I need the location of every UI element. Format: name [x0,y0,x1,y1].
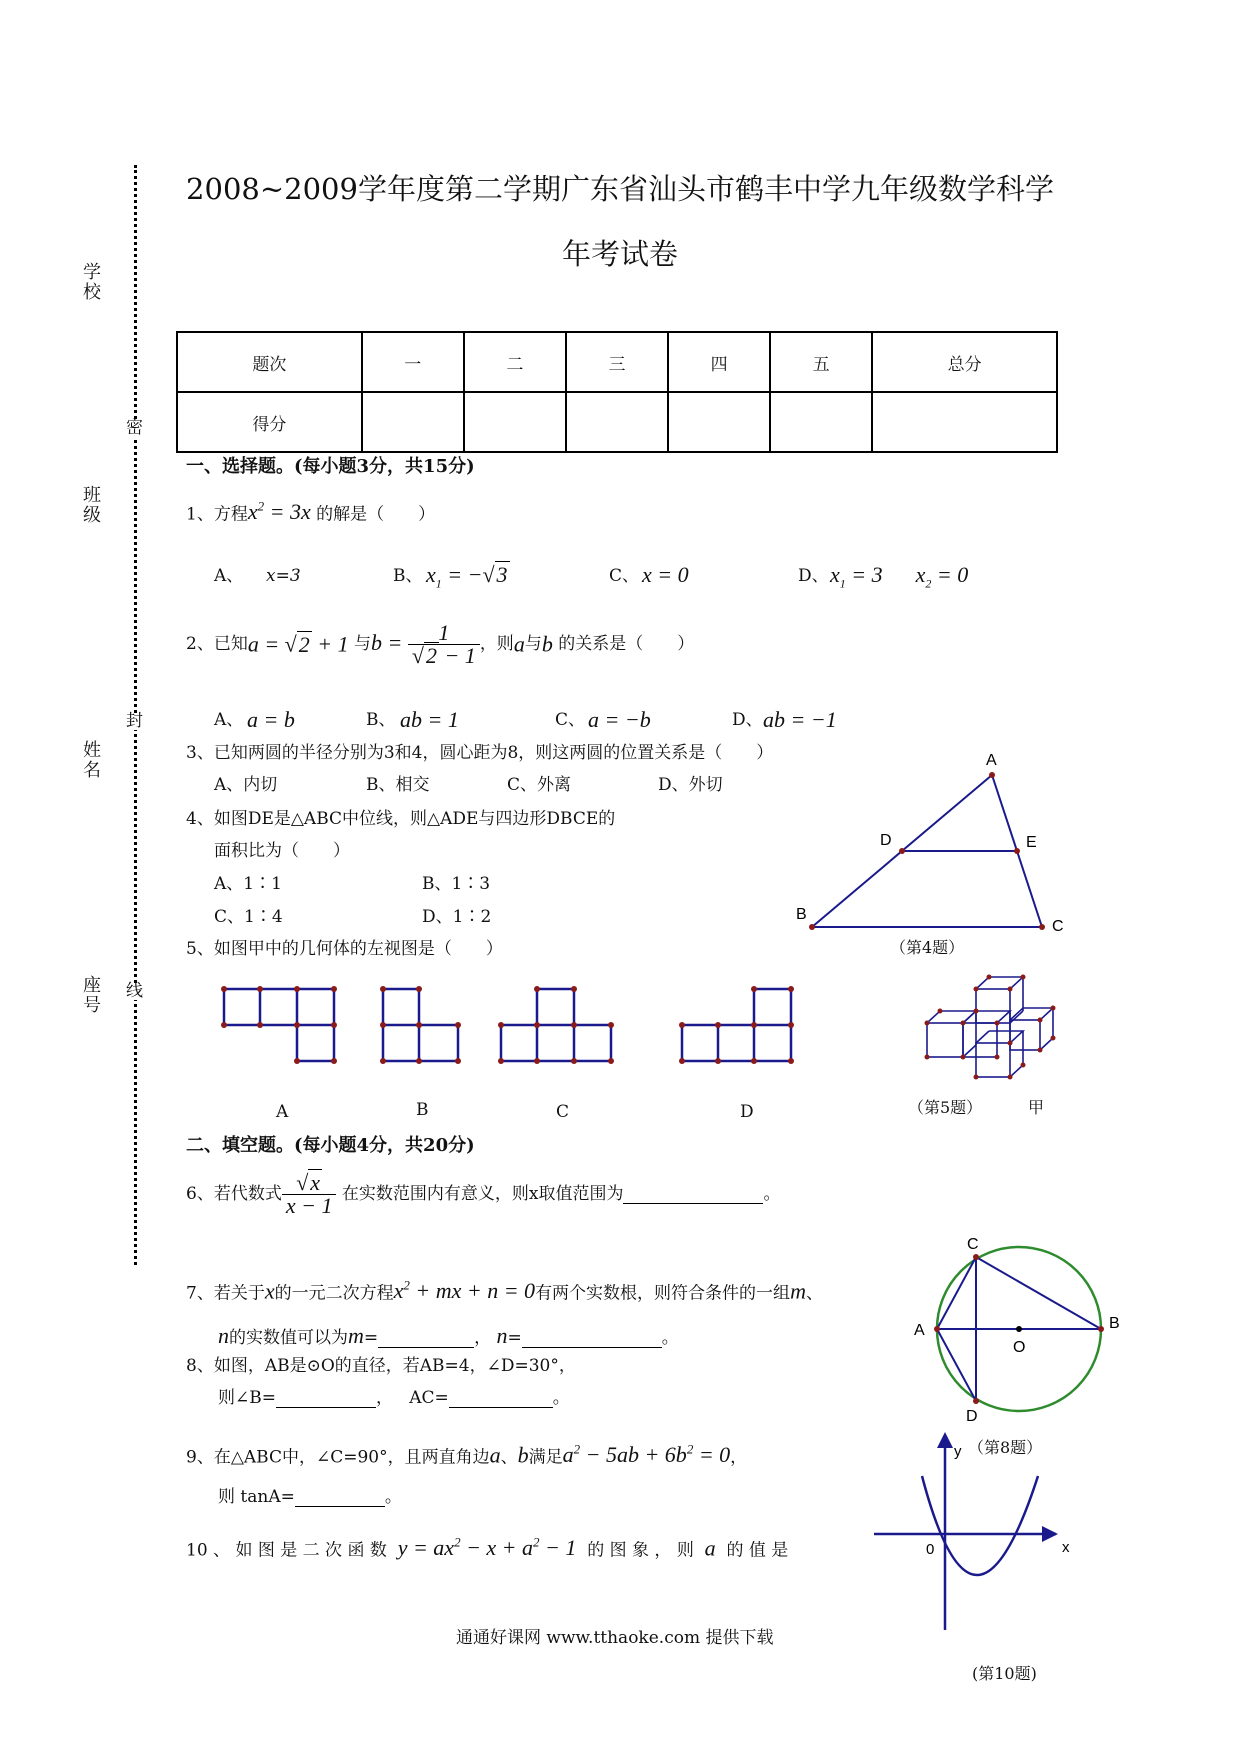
q2-option-d-value: ab = −1 [763,707,837,732]
q5-option-c-label: C [556,1102,570,1122]
q7-var-x: x [264,1278,275,1304]
q1-option-d-value: $x_1 = 3$ $x_2 = 0$ [830,562,969,591]
score-cell: 五 [770,332,872,392]
fig8-label-c: C [967,1236,979,1253]
binding-school-label: 学校 [80,262,101,302]
q5-option-b-label: B [416,1100,429,1120]
question-7-line2: n的实数值可以为m= ， n= 。 [218,1323,679,1348]
binding-feng-label: 封 [126,711,143,731]
score-table [176,331,1058,453]
fig8-label-d: D [966,1408,978,1425]
figure-4-triangle [796,745,1100,965]
q10-prefix: 10 、 如 图 是 二 次 函 数 [186,1540,387,1561]
q4-option-c: C、1∶4 [214,907,283,927]
question-2 [186,622,694,667]
score-input-cell[interactable] [464,392,566,452]
q2-var-a: a [513,631,525,657]
q7-prefix: 7、若关于 [186,1283,265,1304]
fig4-label-d: D [880,832,892,849]
q2-option-c-value: a = −b [588,707,651,732]
q3-option-b: B、相交 [366,775,430,795]
fig5-caption: （第5题） [908,1098,983,1117]
q2-option-b-value: ab = 1 [400,707,459,732]
question-7-line1: 7、若关于x的一元二次方程$x^2$ + mx + n = 0有两个实数根，则符合条件的一组m、 [186,1278,823,1304]
q9-mid: 满足 [528,1447,563,1468]
q5-option-a-label: A [276,1102,289,1122]
q2-option-c-label: C、 [555,710,586,730]
q10-function: $y = ax^2 - x + a^2 - 1$ [397,1535,577,1561]
page-title-line1: 2008~2009学年度第二学期广东省汕头市鹤丰中学九年级数学科学 [186,172,1054,206]
score-cell: 二 [464,332,566,392]
q1-option-a-value: x=3 [266,566,301,586]
fig10-label-origin: 0 [926,1541,935,1558]
score-input-cell[interactable] [770,392,872,452]
q2-tail: 的关系是（ ） [558,634,695,654]
question-8-line1: 8、如图，AB是⊙O的直径，若AB=4，∠D=30°， [186,1356,576,1376]
q7-m-answer-blank[interactable] [378,1330,474,1348]
section1-heading: 一、选择题。(每小题3分，共15分) [186,456,475,477]
score-input-cell[interactable] [362,392,464,452]
fig8-label-o: O [1013,1339,1026,1356]
q7-end: 。 [661,1328,679,1348]
binding-xian-label: 线 [126,981,143,1001]
fig4-label-c: C [1052,918,1064,935]
q8-ac-prefix: AC= [409,1388,449,1408]
binding-mi-label: 密 [126,418,143,438]
binding-seat-label: 座号 [80,975,101,1015]
q1-option-d-label: D、 [798,566,829,586]
fig8-caption: （第8题） [968,1438,1043,1457]
q8-b-prefix: 则∠B= [218,1388,276,1408]
figure-8-circle [910,1235,1150,1435]
q7-n-eq: n [496,1323,508,1348]
question-9-line2 [218,1489,402,1507]
score-cell: 总分 [872,332,1057,392]
q9-line2-end: 。 [384,1487,402,1507]
q1-option-b-label: B、 [393,566,423,586]
q9-var-a: a [489,1442,501,1468]
q7-m-eq: m [348,1323,364,1348]
fig4-label-a: A [986,752,997,769]
q2-option-d-label: D、 [732,710,763,730]
q1-suffix: 的解是（ ） [316,504,436,525]
q7-var-n: n [218,1323,229,1348]
q2-prefix: 2、已知 [186,634,248,654]
q2-option-a-label: A、 [214,710,244,730]
question-8-line2: 则∠B= ， AC= 。 [218,1388,570,1408]
q1-option-a-label: A、 [214,566,244,586]
q8-b-answer-blank[interactable] [276,1390,376,1408]
question-1 [186,500,435,523]
fig4-caption: （第4题） [890,938,965,957]
q9-equation: $a^2 - 5ab + 6b^2 = 0$ [562,1442,731,1468]
footer-text: 通通好课网 www.tthaoke.com 提供下载 [456,1628,774,1648]
q6-suffix: 在实数范围内有意义，则x取值范围为 [341,1184,624,1204]
binding-name-label: 姓名 [80,740,101,780]
score-table-header-row [177,332,1057,392]
q2-mid: 与 [354,634,372,654]
q4-option-a: A、1∶1 [214,874,282,894]
binding-class-label: 班级 [80,485,101,525]
figure-10-parabola [870,1430,1090,1650]
fig10-caption: (第10题) [972,1664,1037,1683]
q7-n-answer-blank[interactable] [522,1330,662,1348]
fig4-label-b: B [796,906,807,923]
q9-line2: 则 tanA= [218,1487,295,1507]
q3-option-d: D、外切 [658,775,723,795]
score-input-cell[interactable] [566,392,668,452]
score-input-cell[interactable] [668,392,770,452]
q4-option-d: D、1∶2 [422,907,492,927]
score-cell: 题次 [177,332,362,392]
q7-equation: $x^2$ + mx + n = 0 [393,1278,536,1304]
fig8-label-a: A [914,1322,925,1339]
question-4-line2: 面积比为（ ） [214,841,350,861]
question-9-line1: 9、在△ABC中，∠C=90°，且两直角边a、b满足$a^2 - 5ab + 6b^2 = 0$， [186,1442,748,1468]
q1-option-b-value: $x_1 = -√3$ [426,562,508,591]
q2-var-b: b [541,631,553,657]
q2-suffix: ，则 [479,634,514,654]
q5-option-figures [215,983,815,1083]
page-title-line2: 年考试卷 [561,237,678,271]
q1-option-c-label: C、 [609,566,640,586]
q3-option-c: C、外离 [507,775,572,795]
q9-prefix: 9、在△ABC中，∠C=90°，且两直角边 [186,1447,490,1468]
score-cell: 得分 [177,392,362,452]
q9-var-b: b [517,1442,529,1468]
q2-option-b-label: B、 [366,710,396,730]
q1-prefix: 1、方程 [186,504,248,525]
q7-mid: 的一元二次方程 [274,1283,394,1304]
q1-equation: $x^2 = 3x$ [247,499,311,525]
question-6 [186,1172,780,1217]
q6-answer-blank[interactable] [623,1186,763,1204]
q7-var-m: m [790,1278,806,1304]
score-input-cell[interactable] [872,392,1057,452]
q8-ac-answer-blank[interactable] [449,1390,553,1408]
q2-option-a-value: a = b [247,707,295,732]
q2-b-expr: b = $\frac{1}{√2 - 1}$ [371,630,480,655]
score-table-score-row [177,392,1057,452]
score-cell: 四 [668,332,770,392]
fig10-label-y: y [954,1443,962,1460]
question-10 [186,1536,788,1559]
q5-option-d-label: D [740,1102,754,1122]
q7-suffix: 有两个实数根，则符合条件的一组 [535,1283,791,1304]
q4-option-b: B、1∶3 [422,874,491,894]
score-cell: 三 [566,332,668,392]
q8-end: 。 [552,1388,570,1408]
fig5-label: 甲 [1028,1098,1045,1117]
q6-prefix: 6、若代数式 [186,1184,282,1204]
q10-var-a: a [704,1535,716,1561]
q9-end: ， [730,1447,748,1468]
q6-end: 。 [763,1184,781,1204]
question-4-line1: 4、如图DE是△ABC中位线，则△ADE与四边形DBCE的 [186,809,616,829]
section2-heading: 二、填空题。(每小题4分，共20分) [186,1135,475,1156]
q10-mid: 的 图 象 ， 则 [587,1540,694,1561]
q10-suffix: 的 值 是 [726,1540,789,1561]
q6-fraction: $\frac{√x}{x - 1}$ [282,1172,337,1217]
fig10-label-x: x [1062,1539,1070,1556]
q2-a-expr: a = √2 + 1 [247,631,349,657]
score-cell: 一 [362,332,464,392]
fig8-label-b: B [1109,1315,1120,1332]
q7-line2: 的实数值可以为 [229,1328,348,1348]
question-3: 3、已知两圆的半径分别为3和4，圆心距为8，则这两圆的位置关系是（ ） [186,743,774,763]
q9-answer-blank[interactable] [295,1489,385,1507]
q2-and: 与 [524,634,542,654]
q1-option-c-value: x = 0 [642,562,689,587]
question-5: 5、如图甲中的几何体的左视图是（ ） [186,939,503,959]
fig4-label-e: E [1026,834,1037,851]
q3-option-a: A、内切 [214,775,278,795]
figure-5-solid [920,975,1070,1085]
